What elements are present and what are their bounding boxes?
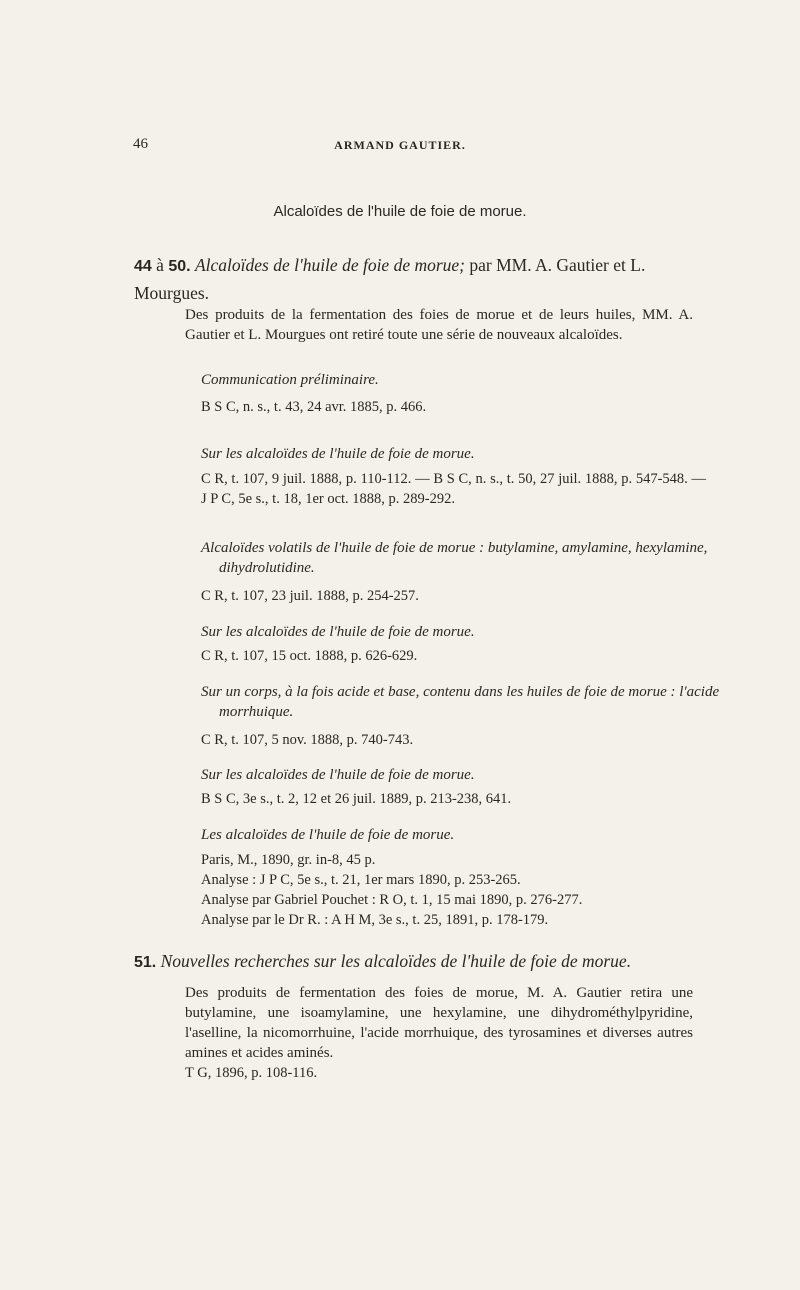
entry-number-end: 50. (168, 258, 191, 275)
item-ref: C R, t. 107, 9 juil. 1888, p. 110-112. — B S C, n. s., t. 50, 27 juil. 1888, p. 547-548. — J P C, 5e s., t. 18, 1er oct. 1888, p. 289-292. (201, 471, 706, 507)
item-ref: C R, t. 107, 5 nov. 1888, p. 740-743. (201, 732, 414, 748)
item-ref: B S C, n. s., t. 43, 24 avr. 1885, p. 466. (201, 399, 427, 415)
entry-ref: T G, 1896, p. 108-116. (185, 1065, 318, 1081)
section-title: Alcaloïdes de l'huile de foie de morue. (273, 203, 527, 220)
item-ref: C R, t. 107, 15 oct. 1888, p. 626-629. (201, 648, 418, 664)
item-title: Sur les alcaloïdes de l'huile de foie de morue. (201, 624, 475, 640)
item-ref: C R, t. 107, 23 juil. 1888, p. 254-257. (201, 588, 419, 604)
entry-number: 44 (134, 258, 152, 275)
item-title: Sur les alcaloïdes de l'huile de foie de morue. (201, 767, 475, 783)
entry-title: Alcaloïdes de l'huile de foie de morue; (194, 255, 466, 275)
entry-text: Des produits de fermentation des foies de morue, M. A. Gautier retira une butylamine, une isoamylamine, une hexylamine, une dihydrométhylpyridine, l'aselline, la nicomorrhuine, l'acide morrhuique, des tyrosamines et diverses autres amines et acides aminés. (185, 985, 693, 1061)
entry-authors: par MM. A. Gautier et L. Mourgues. (134, 255, 646, 303)
page-number: 46 (133, 136, 148, 152)
item-ref: Analyse : J P C, 5e s., t. 21, 1er mars 1890, p. 253-265. (201, 872, 521, 888)
entry-number: 51. (134, 954, 157, 971)
entry-heading (134, 948, 734, 976)
item-title: Communication préliminaire. (201, 372, 379, 388)
item-ref: Analyse par Gabriel Pouchet : R O, t. 1, 15 mai 1890, p. 276-277. (201, 892, 583, 908)
item-title: Alcaloïdes volatils de l'huile de foie de morue : butylamine, amylamine, hexylamine, dihydrolutidine. (201, 540, 708, 576)
item-title: Les alcaloïdes de l'huile de foie de morue. (201, 827, 455, 843)
entry-title: Nouvelles recherches sur les alcaloïdes de l'huile de foie de morue. (160, 951, 632, 971)
item-ref: Analyse par le Dr R. : A H M, 3e s., t. 25, 1891, p. 178-179. (201, 912, 549, 928)
entry-range-word: à (156, 255, 164, 275)
entry-heading (134, 252, 694, 306)
running-head: ARMAND GAUTIER. (334, 138, 466, 152)
item-title: Sur un corps, à la fois acide et base, contenu dans les huiles de foie de morue : l'acide morrhuique. (201, 684, 720, 720)
item-ref: B S C, 3e s., t. 2, 12 et 26 juil. 1889, p. 213-238, 641. (201, 791, 512, 807)
entry-intro: Des produits de la fermentation des foies de morue et de leurs huiles, MM. A. Gautier et L. Mourgues ont retiré toute une série de nouveaux alcaloïdes. (185, 307, 693, 343)
page-header (0, 136, 800, 156)
item-ref: Paris, M., 1890, gr. in-8, 45 p. (201, 852, 376, 868)
item-title: Sur les alcaloïdes de l'huile de foie de morue. (201, 446, 475, 462)
